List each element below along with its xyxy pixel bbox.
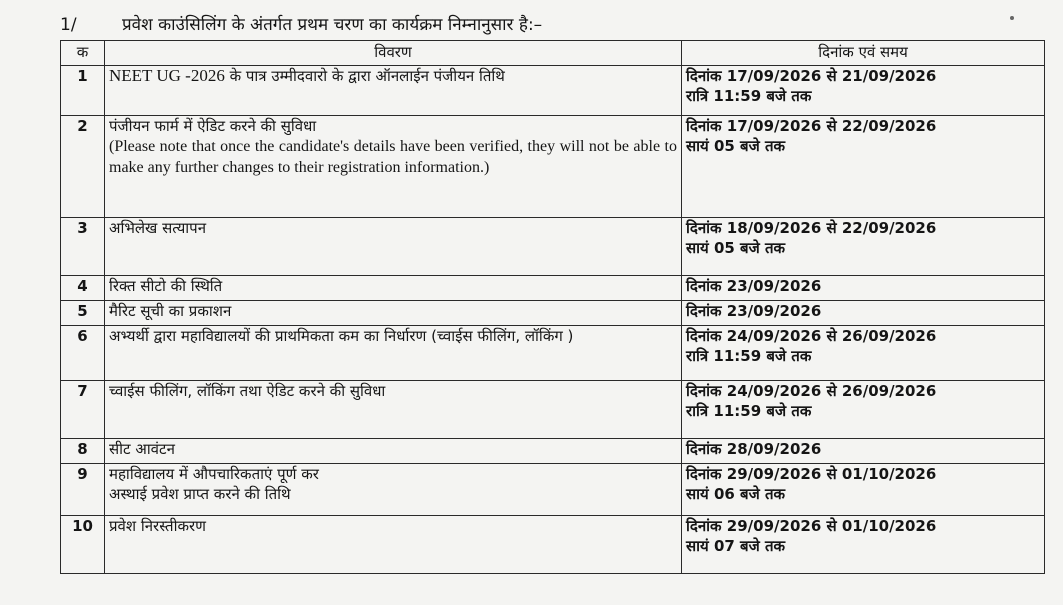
row-datetime [682,381,1045,439]
row-details-text: अभ्यर्थी द्वारा महाविद्यालयों की प्राथमिकता कम का निर्धारण (च्वाईस फीलिंग, लॉकिंग ) [109,327,574,345]
row-details [105,381,682,439]
row-date: दिनांक 24/09/2026 से 26/09/2026 [686,327,937,345]
row-details [105,326,682,381]
row-date: दिनांक 23/09/2026 [686,302,822,320]
row-details-text: NEET UG -2026 के पात्र उम्मीदवारो के द्वारा ऑनलाईन पंजीयन तिथि [109,66,505,85]
row-number: 9 [61,464,105,516]
table-row [61,439,1045,464]
table-row [61,116,1045,218]
row-number: 8 [61,439,105,464]
row-date: दिनांक 23/09/2026 [686,277,822,295]
header-sn: क [61,41,105,66]
row-number: 5 [61,301,105,326]
row-datetime [682,301,1045,326]
header-row [61,41,1045,66]
table-row [61,464,1045,516]
section-number: 1/ [60,15,77,35]
row-number: 7 [61,381,105,439]
row-details [105,218,682,276]
row-datetime [682,516,1045,574]
header-datetime: दिनांक एवं समय [682,41,1045,66]
row-details-text: रिक्त सीटो की स्थिति [109,277,223,295]
row-date: दिनांक 29/09/2026 से 01/10/2026 [686,465,937,483]
row-details-text: अभिलेख सत्यापन [109,219,207,237]
row-date: दिनांक 29/09/2026 से 01/10/2026 [686,517,937,535]
row-datetime [682,218,1045,276]
scan-speck [1010,16,1014,20]
page-heading [60,12,542,35]
header-details: विवरण [105,41,682,66]
row-datetime [682,464,1045,516]
row-details [105,464,682,516]
row-details-text: मैरिट सूची का प्रकाशन [109,302,232,320]
table-row [61,218,1045,276]
row-details-text: महाविद्यालय में औपचारिकताएं पूर्ण कर [109,465,319,483]
row-date: दिनांक 17/09/2026 से 22/09/2026 [686,117,937,135]
row-details-text: सीट आवंटन [109,440,175,458]
row-time: रात्रि 11:59 बजे तक [686,87,812,105]
table-row [61,516,1045,574]
row-details-text: प्रवेश निरस्तीकरण [109,517,206,535]
row-note: (Please note that once the candidate's details have been verified, they will not be able to make any further changes to their registration information.) [109,138,677,176]
row-date: दिनांक 18/09/2026 से 22/09/2026 [686,219,937,237]
section-title: प्रवेश काउंसिलिंग के अंतर्गत प्रथम चरण का कार्यक्रम निम्नानुसार है:– [122,15,543,35]
row-time: रात्रि 11:59 बजे तक [686,347,812,365]
row-date: दिनांक 28/09/2026 [686,440,822,458]
row-details-text: च्वाईस फीलिंग, लॉकिंग तथा ऐडिट करने की सुविधा [109,382,386,400]
table-row [61,66,1045,116]
row-date: दिनांक 17/09/2026 से 21/09/2026 [686,67,937,85]
row-time: सायं 06 बजे तक [686,485,786,503]
row-datetime [682,116,1045,218]
row-time: रात्रि 11:59 बजे तक [686,402,812,420]
row-details [105,276,682,301]
row-time: सायं 05 बजे तक [686,137,786,155]
table-row [61,381,1045,439]
row-details-text-2: अस्थाई प्रवेश प्राप्त करने की तिथि [109,485,291,503]
row-time: सायं 07 बजे तक [686,537,786,555]
row-details [105,301,682,326]
row-datetime [682,326,1045,381]
row-datetime [682,276,1045,301]
row-details [105,116,682,218]
row-details-text: पंजीयन फार्म में ऐडिट करने की सुविधा [109,117,317,135]
table-row [61,301,1045,326]
row-number: 4 [61,276,105,301]
schedule-table [60,40,1045,574]
row-details [105,516,682,574]
row-time: सायं 05 बजे तक [686,239,786,257]
row-details [105,66,682,116]
table-row [61,276,1045,301]
row-details [105,439,682,464]
row-number: 10 [61,516,105,574]
row-number: 1 [61,66,105,116]
row-date: दिनांक 24/09/2026 से 26/09/2026 [686,382,937,400]
row-datetime [682,439,1045,464]
table-row [61,326,1045,381]
row-datetime [682,66,1045,116]
row-number: 6 [61,326,105,381]
row-number: 2 [61,116,105,218]
row-number: 3 [61,218,105,276]
